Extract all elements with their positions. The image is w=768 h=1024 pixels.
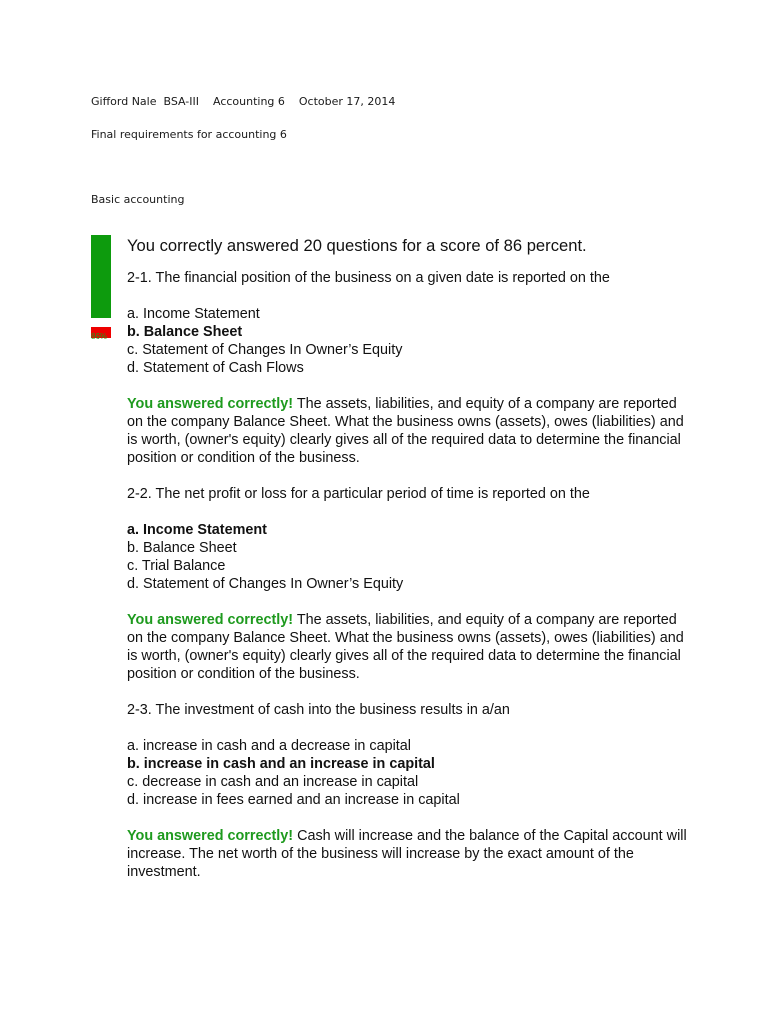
answer-feedback: [127, 827, 687, 881]
answer-option: c. decrease in cash and an increase in capital: [127, 774, 419, 790]
feedback-correct-label: You answered correctly!: [127, 828, 294, 844]
score-bar: [91, 235, 111, 331]
header-title-line: Final requirements for accounting 6: [91, 128, 287, 141]
section-heading: Basic accounting: [91, 193, 185, 206]
feedback-explanation: Cash will increase and the balance of the Capital account will increase. The net worth of the business will increase by the exact amount of the investment.: [127, 828, 687, 880]
feedback-explanation: The assets, liabilities, and equity of a company are reported on the company Balance Sheet. What the business owns (assets), owes (liabilities) and is worth, (owner's equity) clearly gives all of the required data to determine the financial position or condition of the business.: [127, 396, 684, 466]
feedback-explanation: The assets, liabilities, and equity of a company are reported on the company Balance Sheet. What the business owns (assets), owes (liabilities) and is worth, (owner's equity) clearly gives all of the required data to determine the financial position or condition of the business.: [127, 612, 684, 682]
answer-option: a. Income Statement: [127, 306, 260, 322]
feedback-correct-label: You answered correctly!: [127, 396, 294, 412]
answer-options: [127, 305, 687, 377]
header-author-line: Gifford Nale BSA-III Accounting 6 October 17, 2014: [91, 95, 396, 108]
score-bar-correct: [91, 235, 111, 318]
question-block: [127, 701, 687, 881]
question-text: 2-3. The investment of cash into the business results in a/an: [127, 702, 510, 718]
question-text: 2-2. The net profit or loss for a particular period of time is reported on the: [127, 486, 590, 502]
question-block: [127, 485, 687, 683]
answer-feedback: [127, 395, 687, 467]
answer-option: b. Balance Sheet: [127, 324, 243, 340]
question-text: 2-1. The financial position of the business on a given date is reported on the: [127, 270, 610, 286]
answer-options: [127, 737, 687, 809]
answer-option: d. Statement of Changes In Owner’s Equity: [127, 576, 404, 592]
answer-feedback: [127, 611, 687, 683]
answer-option: a. increase in cash and a decrease in capital: [127, 738, 411, 754]
answer-option: c. Statement of Changes In Owner’s Equity: [127, 342, 403, 358]
score-percent-label: 86%: [91, 332, 108, 341]
answer-option: a. Income Statement: [127, 522, 267, 538]
quiz-results: [127, 236, 687, 899]
answer-option: b. increase in cash and an increase in capital: [127, 756, 435, 772]
answer-option: c. Trial Balance: [127, 558, 226, 574]
answer-option: b. Balance Sheet: [127, 540, 237, 556]
answer-option: d. Statement of Cash Flows: [127, 360, 304, 376]
feedback-correct-label: You answered correctly!: [127, 612, 294, 628]
answer-options: [127, 521, 687, 593]
question-block: [127, 269, 687, 467]
score-summary: You correctly answered 20 questions for a score of 86 percent.: [127, 236, 587, 255]
answer-option: d. increase in fees earned and an increase in capital: [127, 792, 460, 808]
